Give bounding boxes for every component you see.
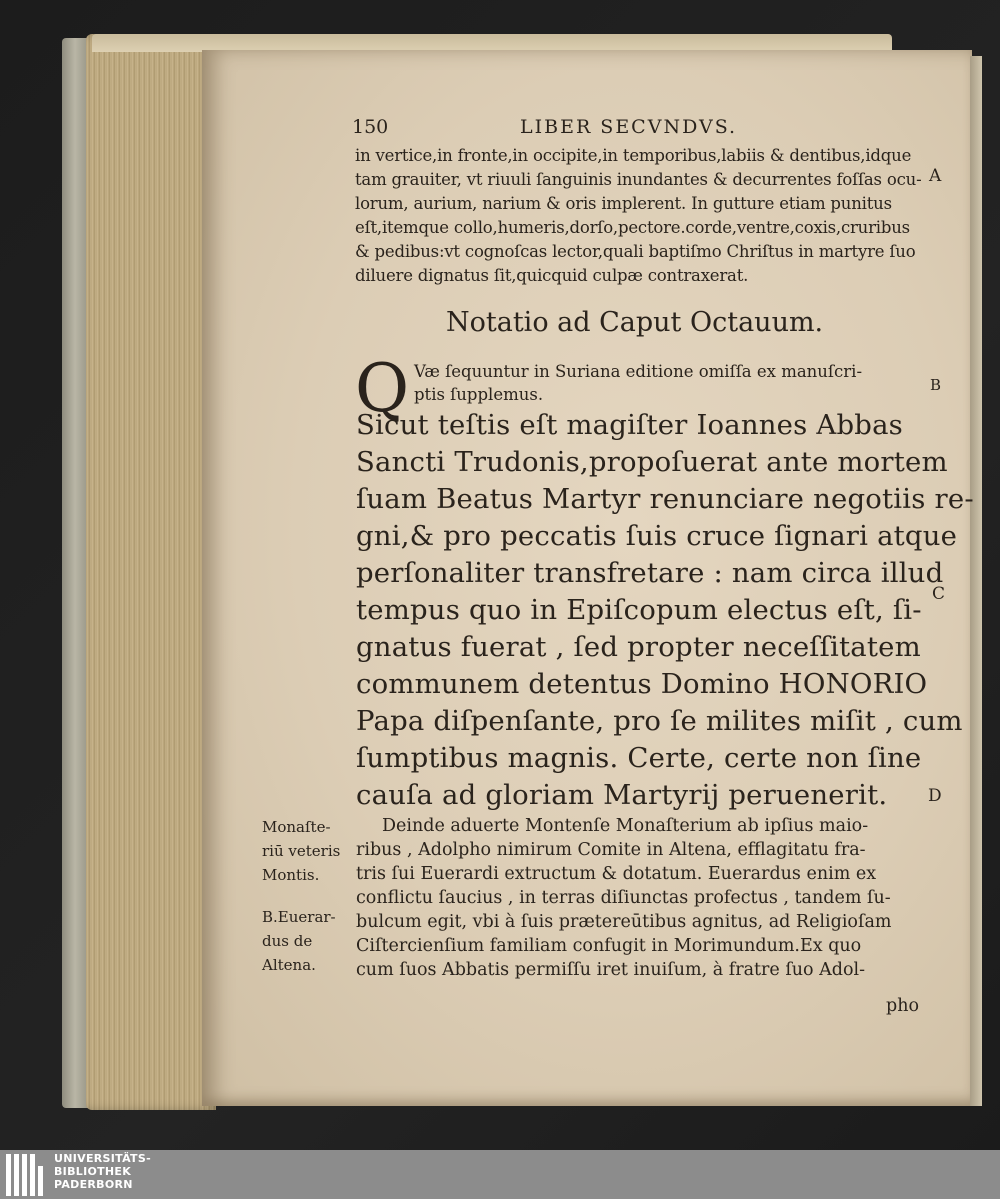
- text-line: diluere dignatus ſit,quicquid culpæ contraxerat.: [355, 266, 749, 285]
- catchword: pho: [886, 996, 920, 1016]
- text-line: cum ſuos Abbatis permiſſu iret inuiſum, à fratre ſuo Adol-: [356, 960, 866, 980]
- text-line: eſt,itemque collo,humeris,dorſo,pectore.corde,ventre,coxis,cruribus: [355, 218, 910, 237]
- library-name-line: UNIVERSITÄTS-: [54, 1152, 151, 1165]
- text-line: tempus quo in Epiſcopum electus eſt, ſi-: [356, 594, 922, 626]
- page-header: [352, 116, 932, 140]
- library-logo-bars-icon: [6, 1154, 46, 1196]
- margin-gloss-line: riū veteris: [262, 842, 341, 860]
- text-line: communem detentus Domino HONORIO: [356, 668, 928, 700]
- text-line: conflictu ſaucius , in terras diſiunctas profectus , tandem ſu-: [356, 888, 891, 908]
- logo-bar: [6, 1154, 11, 1196]
- text-line: & pedibus:vt cognoſcas lector,quali baptiſmo Chriſtus in martyre ſuo: [355, 242, 916, 261]
- folio-number: 150: [352, 116, 389, 138]
- text-line: gni,& pro peccatis ſuis cruce ſignari atque: [356, 520, 958, 552]
- margin-letter-a: A: [929, 166, 942, 186]
- text-line: Ciſtercienſium familiam confugit in Morimundum.Ex quo: [356, 936, 862, 956]
- page-edges: [86, 34, 216, 1110]
- text-line: tam grauiter, vt riuuli ſanguinis inundantes & decurrentes foſſas ocu-: [355, 170, 922, 189]
- running-head: LIBER SECVNDVS.: [520, 116, 738, 138]
- text-line: Papa diſpenſante, pro ſe milites miſit , cum: [356, 705, 963, 737]
- logo-bar: [30, 1154, 35, 1196]
- margin-gloss-line: Altena.: [262, 956, 316, 974]
- text-line: gnatus fuerat , ſed propter neceſſitatem: [356, 631, 921, 663]
- text-line: ſumptibus magnis. Certe, certe non ſine: [356, 742, 922, 774]
- text-line: in vertice,in fronte,in occipite,in temporibus,labiis & dentibus,idque: [355, 146, 912, 165]
- logo-bar: [38, 1166, 43, 1196]
- text-line: Væ ſequuntur in Suriana editione omiſſa ex manuſcri-: [414, 362, 863, 381]
- text-line: perſonaliter transfretare : nam circa illud: [356, 557, 944, 589]
- text-line: ſuam Beatus Martyr renunciare negotiis re-: [356, 483, 974, 515]
- text-line: ribus , Adolpho nimirum Comite in Altena, efflagitatu fra-: [356, 840, 866, 860]
- margin-gloss-line: Monaſte-: [262, 818, 331, 836]
- dropcap-letter: Q: [355, 350, 410, 427]
- margin-gloss-line: dus de: [262, 932, 313, 950]
- section-title: Notatio ad Caput Octauum.: [446, 307, 824, 338]
- text-line: bulcum egit, vbi à ſuis prætereūtibus agnitus, ad Religioſam: [356, 912, 892, 932]
- text-line: lorum, aurium, narium & oris implerent. In gutture etiam punitus: [355, 194, 892, 213]
- text-line: Sicut teſtis eſt magiſter Ioannes Abbas: [356, 409, 903, 441]
- logo-bar: [14, 1154, 19, 1196]
- text-line: Sancti Trudonis,propoſuerat ante mortem: [356, 446, 948, 478]
- text-line: ptis ſupplemus.: [414, 385, 544, 404]
- margin-letter-d: D: [928, 786, 942, 806]
- margin-gloss-line: Montis.: [262, 866, 320, 884]
- facing-page-edge: [970, 56, 982, 1106]
- text-line: tris ſui Euerardi extructum & dotatum. Euerardus enim ex: [356, 864, 877, 884]
- margin-gloss-line: B.Euerar-: [262, 908, 336, 926]
- library-name-line: BIBLIOTHEK: [54, 1165, 132, 1178]
- text-line: cauſa ad gloriam Martyrij peruenerit.: [356, 779, 888, 811]
- book-cover-edge: [62, 38, 88, 1108]
- margin-letter-c: C: [932, 584, 946, 604]
- text-line: Deinde aduerte Montenſe Monaſterium ab ipſius maio-: [382, 816, 869, 836]
- margin-letter-b: B: [930, 376, 942, 394]
- logo-bar: [22, 1154, 27, 1196]
- library-name-line: PADERBORN: [54, 1178, 133, 1191]
